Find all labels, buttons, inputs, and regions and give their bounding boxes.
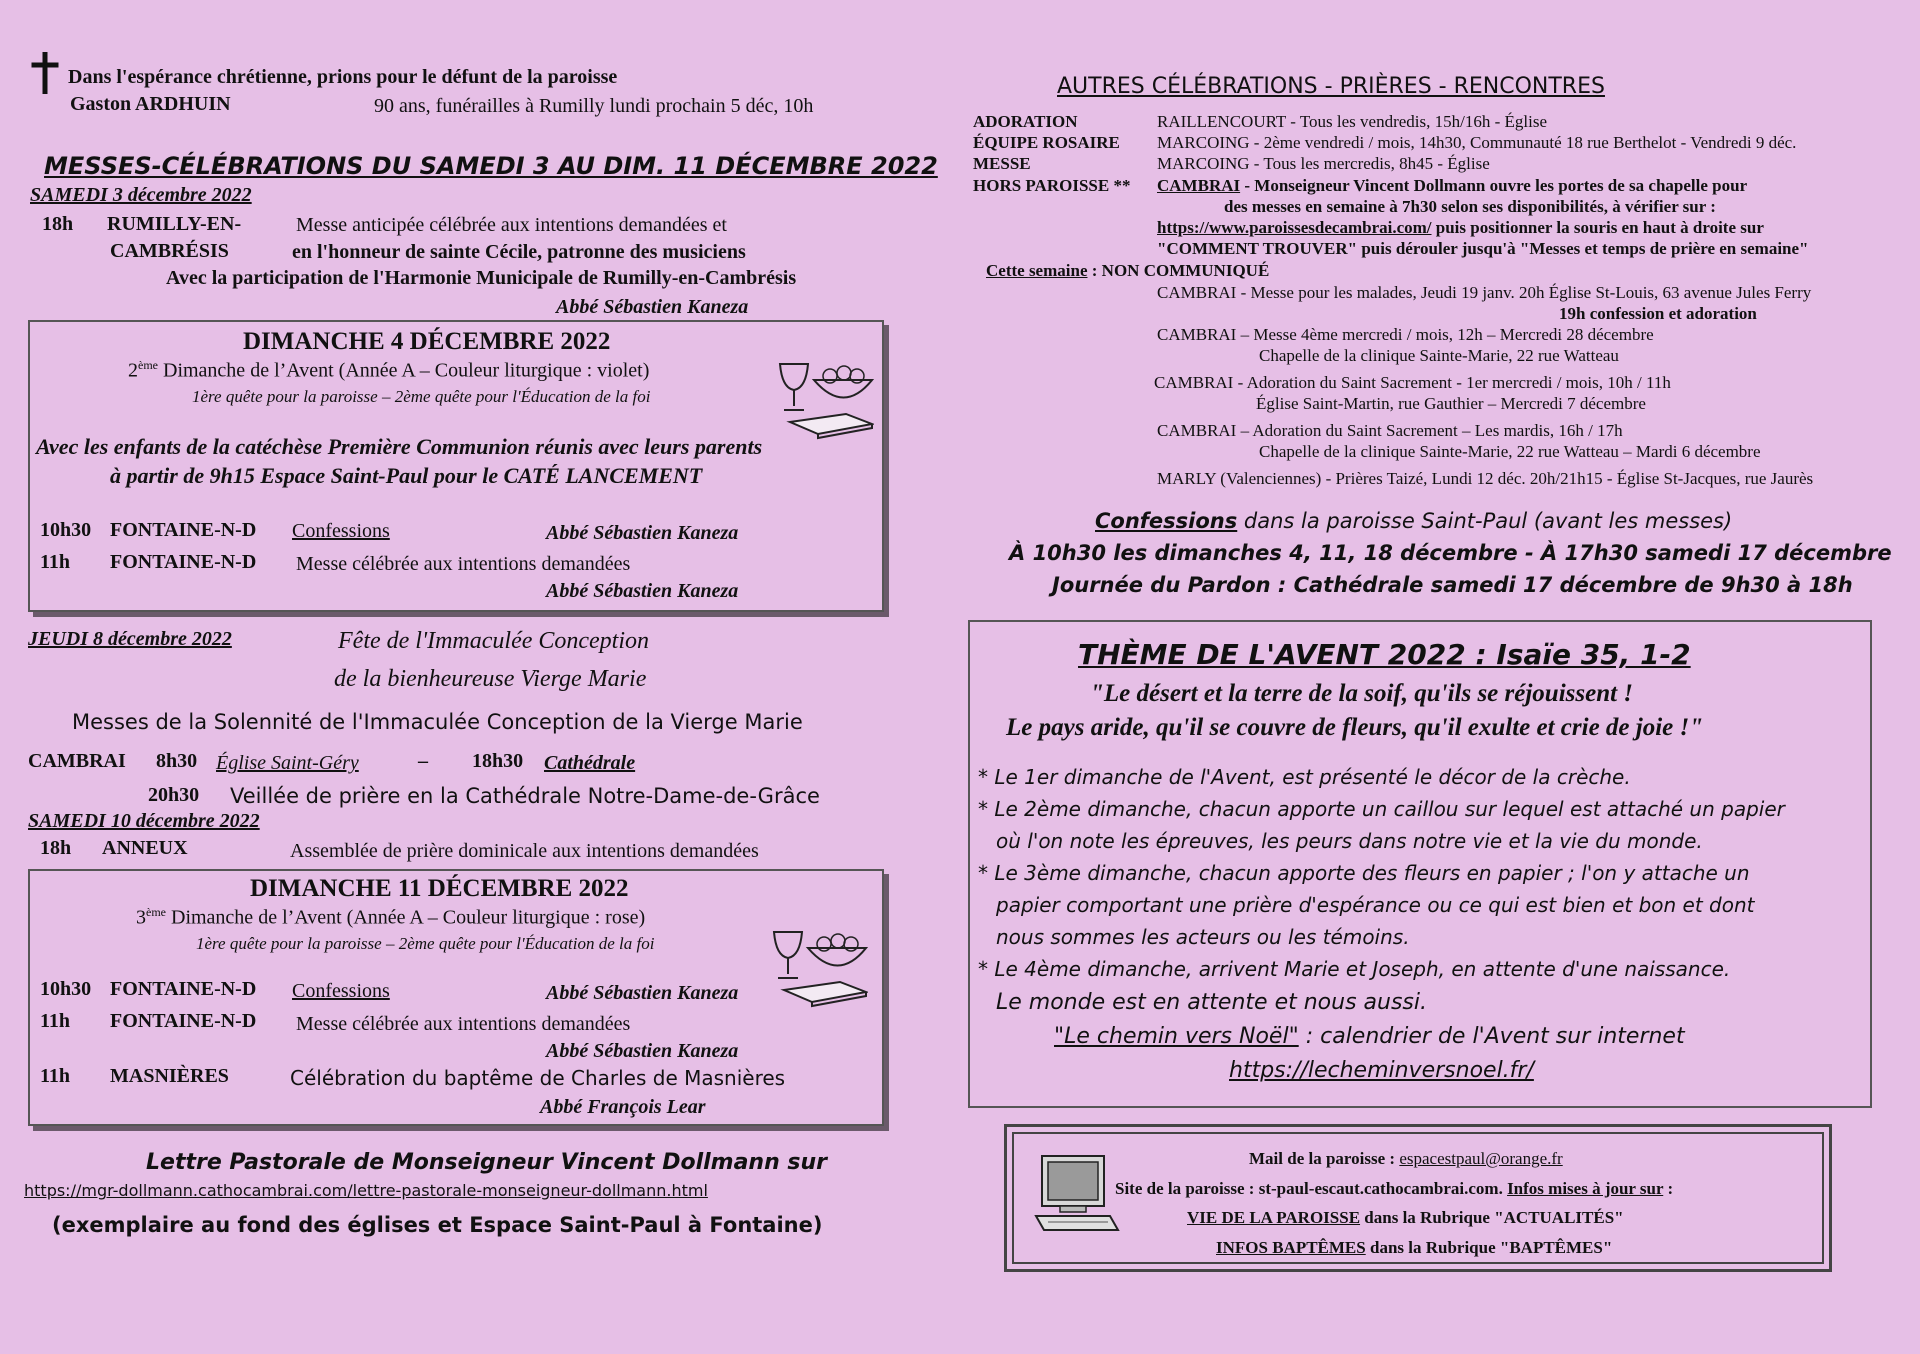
sat3-priest: Abbé Sébastien Kaneza xyxy=(556,296,749,318)
sat3-place1: RUMILLY-EN- xyxy=(107,213,242,235)
sunday4-row2-what: Messe célébrée aux intentions demandées xyxy=(296,553,631,575)
thu8-feast1: Fête de l'Immaculée Conception xyxy=(338,628,650,654)
chemin-url[interactable]: https://lecheminversnoel.fr/ xyxy=(1229,1058,1534,1083)
messe-label: MESSE xyxy=(973,154,1031,173)
vie-line: VIE DE LA PAROISSE dans la Rubrique "ACTUALITÉS" xyxy=(1187,1208,1624,1227)
chalice-bread-icon xyxy=(768,928,868,1013)
thu8-solennite: Messes de la Solennité de l'Immaculée Conception de la Vierge Marie xyxy=(72,710,803,734)
sunday11-row2-priest: Abbé Sébastien Kaneza xyxy=(546,1040,739,1062)
thu8-time3: 20h30 xyxy=(148,784,200,806)
sunday4-quete: 1ère quête pour la paroisse – 2ème quête pour l'Éducation de la foi xyxy=(192,387,651,406)
sat3-text1: Messe anticipée célébrée aux intentions demandées et xyxy=(296,214,727,236)
sat3-text2: en l'honneur de sainte Cécile, patronne des musiciens xyxy=(292,241,746,263)
sunday4-row2-priest: Abbé Sébastien Kaneza xyxy=(546,580,739,602)
thu8-dash: – xyxy=(418,750,428,772)
sunday11-row3-time: 11h xyxy=(40,1065,71,1087)
adoration-label: ADORATION xyxy=(973,112,1078,131)
hors-text1: CAMBRAI - Monseigneur Vincent Dollmann ouvre les portes de sa chapelle pour xyxy=(1157,176,1748,195)
theme-bullet2b: où l'on note les épreuves, les peurs dans notre vie et la vie du monde. xyxy=(996,829,1703,853)
cambrai-2a: CAMBRAI – Messe 4ème mercredi / mois, 12h – Mercredi 28 décembre xyxy=(1157,325,1654,344)
sat3-time: 18h xyxy=(42,213,74,235)
theme-bullet3b: papier comportant une prière d'espérance ou ce qui est bien et bon et dont xyxy=(996,893,1755,917)
computer-icon xyxy=(1032,1152,1120,1243)
sunday4-title: DIMANCHE 4 DÉCEMBRE 2022 xyxy=(243,328,611,355)
sunday4-row2-time: 11h xyxy=(40,551,71,573)
messe-text: MARCOING - Tous les mercredis, 8h45 - Église xyxy=(1157,154,1490,173)
sat10-date: SAMEDI 10 décembre 2022 xyxy=(28,810,260,832)
thu8-time2: 18h30 xyxy=(472,750,524,772)
theme-bullet5: Le monde est en attente et nous aussi. xyxy=(996,990,1427,1015)
mail-line: Mail de la paroisse : espacestpaul@orange.fr xyxy=(1249,1149,1563,1168)
sunday11-row1-place: FONTAINE-N-D xyxy=(110,978,257,1000)
lettre-line3: (exemplaire au fond des églises et Espace Saint-Paul à Fontaine) xyxy=(52,1213,823,1237)
defunt-name: Gaston ARDHUIN xyxy=(70,93,231,115)
sunday11-quete: 1ère quête pour la paroisse – 2ème quête pour l'Éducation de la foi xyxy=(196,934,655,953)
hors-label: HORS PAROISSE ** xyxy=(973,176,1131,195)
sat3-text3: Avec la participation de l'Harmonie Municipale de Rumilly-en-Cambrésis xyxy=(166,267,797,289)
defunt-line: Dans l'espérance chrétienne, prions pour le défunt de la paroisse xyxy=(68,66,618,88)
masses-title: MESSES-CÉLÉBRATIONS DU SAMEDI 3 AU DIM. 11 DÉCEMBRE 2022 xyxy=(44,152,938,180)
sat3-place2: CAMBRÉSIS xyxy=(110,240,229,262)
cambrai-3b: Église Saint-Martin, rue Gauthier – Mercredi 7 décembre xyxy=(1256,394,1646,413)
theme-title: THÈME DE L'AVENT 2022 : Isaïe 35, 1-2 xyxy=(1078,638,1691,671)
sunday11-row3-priest: Abbé François Lear xyxy=(540,1096,706,1118)
cambrai-2b: Chapelle de la clinique Sainte-Marie, 22 rue Watteau xyxy=(1259,346,1619,365)
confessions-line1: Confessions dans la paroisse Saint-Paul (avant les messes) xyxy=(1095,509,1733,533)
theme-chemin: "Le chemin vers Noël" : calendrier de l'Avent sur internet xyxy=(1054,1024,1685,1049)
hors-text4: "COMMENT TROUVER" puis dérouler jusqu'à "Messes et temps de prière en semaine" xyxy=(1157,239,1809,258)
sunday4-row1-priest: Abbé Sébastien Kaneza xyxy=(546,522,739,544)
sat10-time: 18h xyxy=(40,837,72,859)
lettre-line1: Lettre Pastorale de Monseigneur Vincent Dollmann sur xyxy=(146,1150,828,1175)
thu8-date: JEUDI 8 décembre 2022 xyxy=(28,628,232,650)
sunday4-kids2: à partir de 9h15 Espace Saint-Paul pour le CATÉ LANCEMENT xyxy=(110,463,703,488)
thu8-city: CAMBRAI xyxy=(28,750,126,772)
sat3-date: SAMEDI 3 décembre 2022 xyxy=(30,184,252,206)
sunday4-row2-place: FONTAINE-N-D xyxy=(110,551,257,573)
cambrai-1a: CAMBRAI - Messe pour les malades, Jeudi 19 janv. 20h Église St-Louis, 63 avenue Jules Ferry xyxy=(1157,283,1812,302)
defunt-details: 90 ans, funérailles à Rumilly lundi prochain 5 déc, 10h xyxy=(374,95,814,117)
mail-link[interactable]: espacestpaul@orange.fr xyxy=(1399,1149,1563,1168)
sunday4-subtitle: 2ème Dimanche de l’Avent (Année A – Couleur liturgique : violet) xyxy=(128,358,650,382)
rosaire-text: MARCOING - 2ème vendredi / mois, 14h30, Communauté 18 rue Berthelot - Vendredi 9 déc. xyxy=(1157,133,1797,152)
sat10-text: Assemblée de prière dominicale aux intentions demandées xyxy=(290,840,759,862)
sat10-place: ANNEUX xyxy=(102,837,188,859)
hors-text2: des messes en semaine à 7h30 selon ses disponibilités, à vérifier sur : xyxy=(1224,197,1716,216)
marly: MARLY (Valenciennes) - Prières Taizé, Lundi 12 déc. 20h/21h15 - Église St-Jacques, rue Jaurès xyxy=(1157,469,1814,488)
sunday4-row1-time: 10h30 xyxy=(40,519,92,541)
sunday11-row2-what: Messe célébrée aux intentions demandées xyxy=(296,1013,631,1035)
theme-bullet3c: nous sommes les acteurs ou les témoins. xyxy=(996,925,1410,949)
cross-icon xyxy=(30,52,60,99)
sunday4-row1-what: Confessions xyxy=(292,520,390,542)
thu8-feast2: de la bienheureuse Vierge Marie xyxy=(334,666,647,692)
sunday11-subtitle: 3ème Dimanche de l’Avent (Année A – Couleur liturgique : rose) xyxy=(136,905,646,929)
semaine: Cette semaine : NON COMMUNIQUÉ xyxy=(986,261,1270,280)
theme-bullet2a: * Le 2ème dimanche, chacun apporte un caillou sur lequel est attaché un papier xyxy=(978,797,1785,821)
chalice-bread-icon xyxy=(774,360,874,445)
adoration-text: RAILLENCOURT - Tous les vendredis, 15h/16h - Église xyxy=(1157,112,1548,131)
sunday11-row3-what: Célébration du baptême de Charles de Masnières xyxy=(290,1066,786,1090)
sunday11-row3-place: MASNIÈRES xyxy=(110,1065,229,1087)
sunday4-row1-place: FONTAINE-N-D xyxy=(110,519,257,541)
sunday11-row2-time: 11h xyxy=(40,1010,71,1032)
theme-bullet4: * Le 4ème dimanche, arrivent Marie et Joseph, en attente d'une naissance. xyxy=(978,957,1731,981)
thu8-church2: Cathédrale xyxy=(544,752,636,774)
cambrai-3a: CAMBRAI - Adoration du Saint Sacrement - 1er mercredi / mois, 10h / 11h xyxy=(1154,373,1671,392)
sunday11-row1-time: 10h30 xyxy=(40,978,92,1000)
paroisses-url[interactable]: https://www.paroissesdecambrai.com/ xyxy=(1157,218,1432,237)
sunday4-kids1: Avec les enfants de la catéchèse Première Communion réunis avec leurs parents xyxy=(36,434,763,459)
sunday11-title: DIMANCHE 11 DÉCEMBRE 2022 xyxy=(250,875,629,902)
cambrai-4b: Chapelle de la clinique Sainte-Marie, 22 rue Watteau – Mardi 6 décembre xyxy=(1259,442,1761,461)
sunday11-row1-priest: Abbé Sébastien Kaneza xyxy=(546,982,739,1004)
lettre-url[interactable]: https://mgr-dollmann.cathocambrai.com/lettre-pastorale-monseigneur-dollmann.html xyxy=(24,1181,708,1200)
autres-title: AUTRES CÉLÉBRATIONS - PRIÈRES - RENCONTRES xyxy=(1057,74,1605,99)
theme-bullet3a: * Le 3ème dimanche, chacun apporte des fleurs en papier ; l'on y attache un xyxy=(978,861,1750,885)
bapt-line: INFOS BAPTÊMES dans la Rubrique "BAPTÊMES" xyxy=(1216,1238,1613,1257)
theme-quote2: Le pays aride, qu'il se couvre de fleurs, qu'il exulte et crie de joie !" xyxy=(1006,714,1704,741)
cambrai-4a: CAMBRAI – Adoration du Saint Sacrement – Les mardis, 16h / 17h xyxy=(1157,421,1623,440)
confessions-line3: Journée du Pardon : Cathédrale samedi 17 décembre de 9h30 à 18h xyxy=(1052,573,1853,597)
theme-quote1: "Le désert et la terre de la soif, qu'ils se réjouissent ! xyxy=(1090,680,1634,707)
thu8-church1: Église Saint-Géry xyxy=(216,752,359,774)
site-line: Site de la paroisse : st-paul-escaut.cathocambrai.com. Infos mises à jour sur : xyxy=(1115,1179,1674,1198)
confessions-line2: À 10h30 les dimanches 4, 11, 18 décembre - À 17h30 samedi 17 décembre xyxy=(1009,541,1892,565)
theme-bullet1: * Le 1er dimanche de l'Avent, est présenté le décor de la crèche. xyxy=(978,765,1631,789)
thu8-time1: 8h30 xyxy=(156,750,198,772)
sunday11-row1-what: Confessions xyxy=(292,980,390,1002)
thu8-veillee: Veillée de prière en la Cathédrale Notre-Dame-de-Grâce xyxy=(230,784,820,808)
sunday11-row2-place: FONTAINE-N-D xyxy=(110,1010,257,1032)
hors-text3: https://www.paroissesdecambrai.com/ puis positionner la souris en haut à droite sur xyxy=(1157,218,1764,237)
cambrai-1b: 19h confession et adoration xyxy=(1559,304,1757,323)
rosaire-label: ÉQUIPE ROSAIRE xyxy=(973,133,1120,152)
